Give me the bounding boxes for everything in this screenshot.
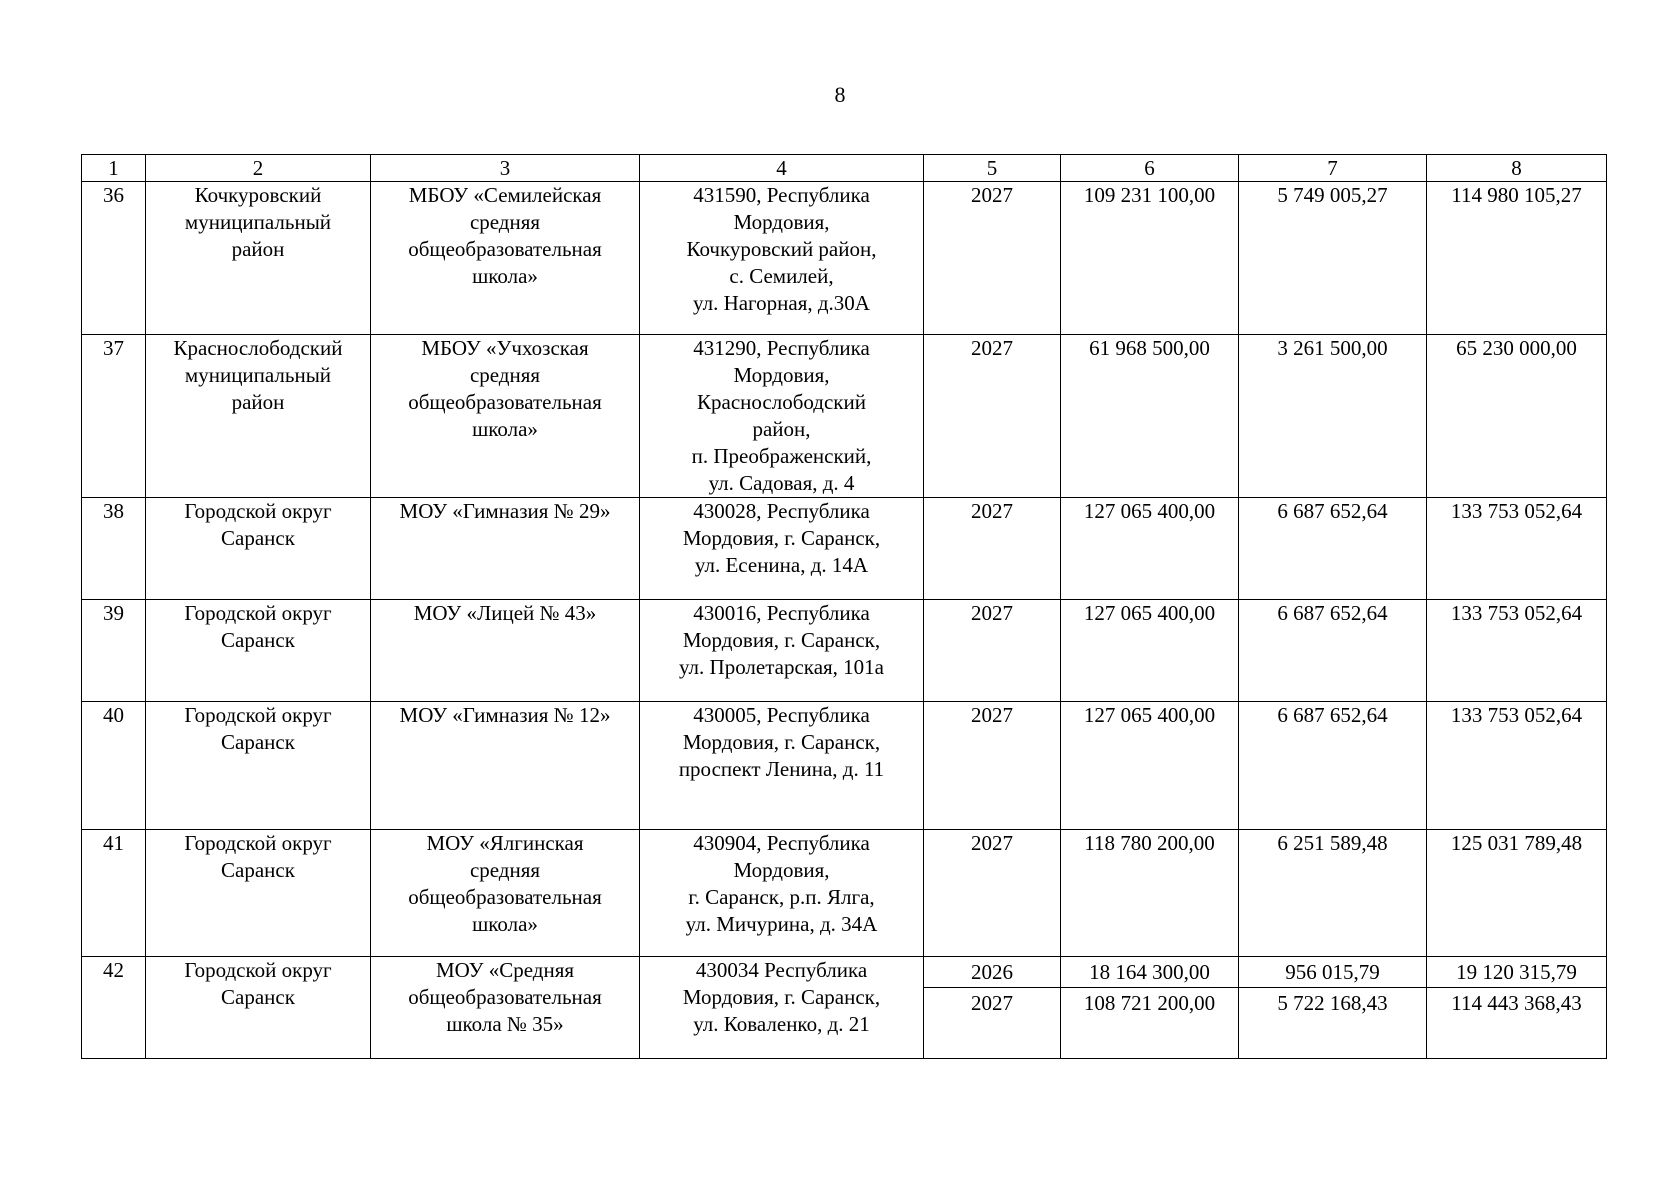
table-row	[82, 498, 1607, 600]
institution-line: школа № 35»	[446, 1012, 564, 1036]
year-cell	[924, 957, 1061, 1059]
address-line: ул. Коваленко, д. 21	[693, 1012, 870, 1036]
address-line: Краснослободский	[697, 390, 866, 414]
address-cell	[640, 182, 924, 335]
column-header: 1	[82, 155, 146, 182]
district-line: муниципальный	[184, 363, 332, 387]
district-line: Городской округ	[184, 958, 332, 982]
district-line: Саранск	[221, 730, 295, 754]
column-header: 3	[371, 155, 640, 182]
address-cell	[640, 335, 924, 498]
district-line: район	[231, 237, 285, 261]
row-number-cell: 37	[82, 335, 146, 498]
institution-line: средняя	[469, 858, 541, 882]
table-row	[82, 600, 1607, 702]
institution-line: общеобразовательная	[408, 237, 602, 261]
cost-federal-cell: 61 968 500,00	[1061, 335, 1239, 498]
address-line: проспект Ленина, д. 11	[678, 757, 885, 781]
institution-cell	[371, 830, 640, 957]
address-line: Мордовия,	[733, 210, 830, 234]
table-row	[82, 830, 1607, 957]
address-line: Мордовия, г. Саранск,	[682, 628, 881, 652]
district-line: Саранск	[221, 526, 295, 550]
address-line: 430028, Республика	[693, 499, 870, 523]
cost-federal-cell-line: 108 721 200,00	[1083, 991, 1216, 1015]
institution-line: средняя	[469, 210, 541, 234]
year-cell: 2027	[924, 702, 1061, 830]
district-line: Саранск	[221, 858, 295, 882]
table-row	[82, 702, 1607, 830]
address-cell	[640, 830, 924, 957]
cost-total-cell-line: 19 120 315,79	[1427, 957, 1606, 988]
institution-line: школа»	[472, 912, 538, 936]
institution-line: школа»	[472, 417, 538, 441]
district-line: Кочкуровский	[194, 183, 322, 207]
cost-federal-cell	[1061, 957, 1239, 1059]
institution-line: общеобразовательная	[408, 885, 602, 909]
year-cell-line: 2026	[924, 957, 1060, 988]
cost-regional-cell: 5 749 005,27	[1239, 182, 1427, 335]
address-line: ул. Мичурина, д. 34А	[685, 912, 878, 936]
address-cell	[640, 702, 924, 830]
address-cell	[640, 498, 924, 600]
district-line: Краснослободский	[173, 336, 343, 360]
row-number-cell: 36	[82, 182, 146, 335]
institution-line: МОУ «Гимназия № 12»	[399, 703, 611, 727]
institution-line: общеобразовательная	[408, 985, 602, 1009]
district-cell	[146, 335, 371, 498]
table-row	[82, 182, 1607, 335]
year-cell: 2027	[924, 335, 1061, 498]
cost-regional-cell: 6 687 652,64	[1239, 498, 1427, 600]
address-line: Мордовия, г. Саранск,	[682, 985, 881, 1009]
column-header: 4	[640, 155, 924, 182]
address-line: 430005, Республика	[693, 703, 870, 727]
district-cell	[146, 957, 371, 1059]
address-line: 431590, Республика	[693, 183, 870, 207]
institution-cell	[371, 702, 640, 830]
cost-federal-cell: 127 065 400,00	[1061, 600, 1239, 702]
address-line: п. Преображенский,	[691, 444, 872, 468]
institution-cell	[371, 498, 640, 600]
funding-table	[81, 154, 1607, 1059]
institution-line: МБОУ «Семилейская	[408, 183, 602, 207]
address-line: ул. Есенина, д. 14А	[694, 553, 869, 577]
district-line: Городской округ	[184, 499, 332, 523]
cost-federal-cell: 109 231 100,00	[1061, 182, 1239, 335]
year-cell: 2027	[924, 830, 1061, 957]
cost-total-cell: 133 753 052,64	[1427, 600, 1607, 702]
cost-regional-cell-line: 5 722 168,43	[1277, 991, 1388, 1015]
row-number-cell: 39	[82, 600, 146, 702]
column-header: 7	[1239, 155, 1427, 182]
address-line: Мордовия,	[733, 363, 830, 387]
column-header: 5	[924, 155, 1061, 182]
cost-regional-cell: 6 687 652,64	[1239, 600, 1427, 702]
year-cell: 2027	[924, 600, 1061, 702]
row-number-cell: 38	[82, 498, 146, 600]
district-line: муниципальный	[184, 210, 332, 234]
column-header: 2	[146, 155, 371, 182]
cost-regional-cell: 3 261 500,00	[1239, 335, 1427, 498]
column-header: 6	[1061, 155, 1239, 182]
column-number-row	[82, 155, 1607, 182]
address-line: 430904, Республика	[693, 831, 870, 855]
institution-line: МОУ «Лицей № 43»	[413, 601, 597, 625]
district-cell	[146, 702, 371, 830]
institution-cell	[371, 600, 640, 702]
institution-cell	[371, 182, 640, 335]
district-cell	[146, 498, 371, 600]
year-cell: 2027	[924, 498, 1061, 600]
institution-line: МОУ «Ялгинская	[426, 831, 584, 855]
address-line: 430034 Республика	[695, 958, 868, 982]
address-line: ул. Пролетарская, 101а	[678, 655, 884, 679]
address-line: Мордовия,	[733, 858, 830, 882]
address-line: Мордовия, г. Саранск,	[682, 730, 881, 754]
district-line: район	[231, 390, 285, 414]
cost-total-cell: 114 980 105,27	[1427, 182, 1607, 335]
cost-total-cell: 133 753 052,64	[1427, 702, 1607, 830]
institution-cell	[371, 957, 640, 1059]
address-line: 430016, Республика	[693, 601, 870, 625]
cost-federal-cell-line: 18 164 300,00	[1061, 957, 1238, 988]
address-cell	[640, 957, 924, 1059]
district-cell	[146, 600, 371, 702]
cost-regional-cell-line: 956 015,79	[1239, 957, 1426, 988]
cost-total-cell: 65 230 000,00	[1427, 335, 1607, 498]
table-row	[82, 335, 1607, 498]
institution-line: МОУ «Гимназия № 29»	[399, 499, 611, 523]
institution-cell	[371, 335, 640, 498]
address-line: ул. Садовая, д. 4	[708, 471, 855, 495]
cost-total-cell: 125 031 789,48	[1427, 830, 1607, 957]
institution-line: МБОУ «Учхозская	[421, 336, 589, 360]
district-line: Городской округ	[184, 831, 332, 855]
district-cell	[146, 830, 371, 957]
address-line: район,	[752, 417, 811, 441]
address-line: с. Семилей,	[729, 264, 834, 288]
cost-federal-cell: 127 065 400,00	[1061, 498, 1239, 600]
institution-line: МОУ «Средняя	[435, 958, 575, 982]
cost-total-cell	[1427, 957, 1607, 1059]
address-line: 431290, Республика	[693, 336, 870, 360]
institution-line: школа»	[472, 264, 538, 288]
institution-line: средняя	[469, 363, 541, 387]
district-line: Саранск	[221, 628, 295, 652]
address-line: г. Саранск, р.п. Ялга,	[688, 885, 875, 909]
cost-federal-cell: 127 065 400,00	[1061, 702, 1239, 830]
column-header: 8	[1427, 155, 1607, 182]
cost-regional-cell: 6 251 589,48	[1239, 830, 1427, 957]
institution-line: общеобразовательная	[408, 390, 602, 414]
district-line: Городской округ	[184, 601, 332, 625]
page-number: 8	[834, 82, 846, 107]
year-cell: 2027	[924, 182, 1061, 335]
row-number-cell: 42	[82, 957, 146, 1059]
cost-total-cell-line: 114 443 368,43	[1451, 991, 1582, 1015]
cost-regional-cell: 6 687 652,64	[1239, 702, 1427, 830]
district-line: Городской округ	[184, 703, 332, 727]
cost-federal-cell: 118 780 200,00	[1061, 830, 1239, 957]
address-line: ул. Нагорная, д.30А	[693, 291, 870, 315]
address-line: Кочкуровский район,	[686, 237, 877, 261]
district-cell	[146, 182, 371, 335]
cost-regional-cell	[1239, 957, 1427, 1059]
address-line: Мордовия, г. Саранск,	[682, 526, 881, 550]
row-number-cell: 41	[82, 830, 146, 957]
address-cell	[640, 600, 924, 702]
cost-total-cell: 133 753 052,64	[1427, 498, 1607, 600]
table-row	[82, 957, 1607, 1059]
row-number-cell: 40	[82, 702, 146, 830]
district-line: Саранск	[221, 985, 295, 1009]
year-cell-line: 2027	[971, 991, 1013, 1015]
